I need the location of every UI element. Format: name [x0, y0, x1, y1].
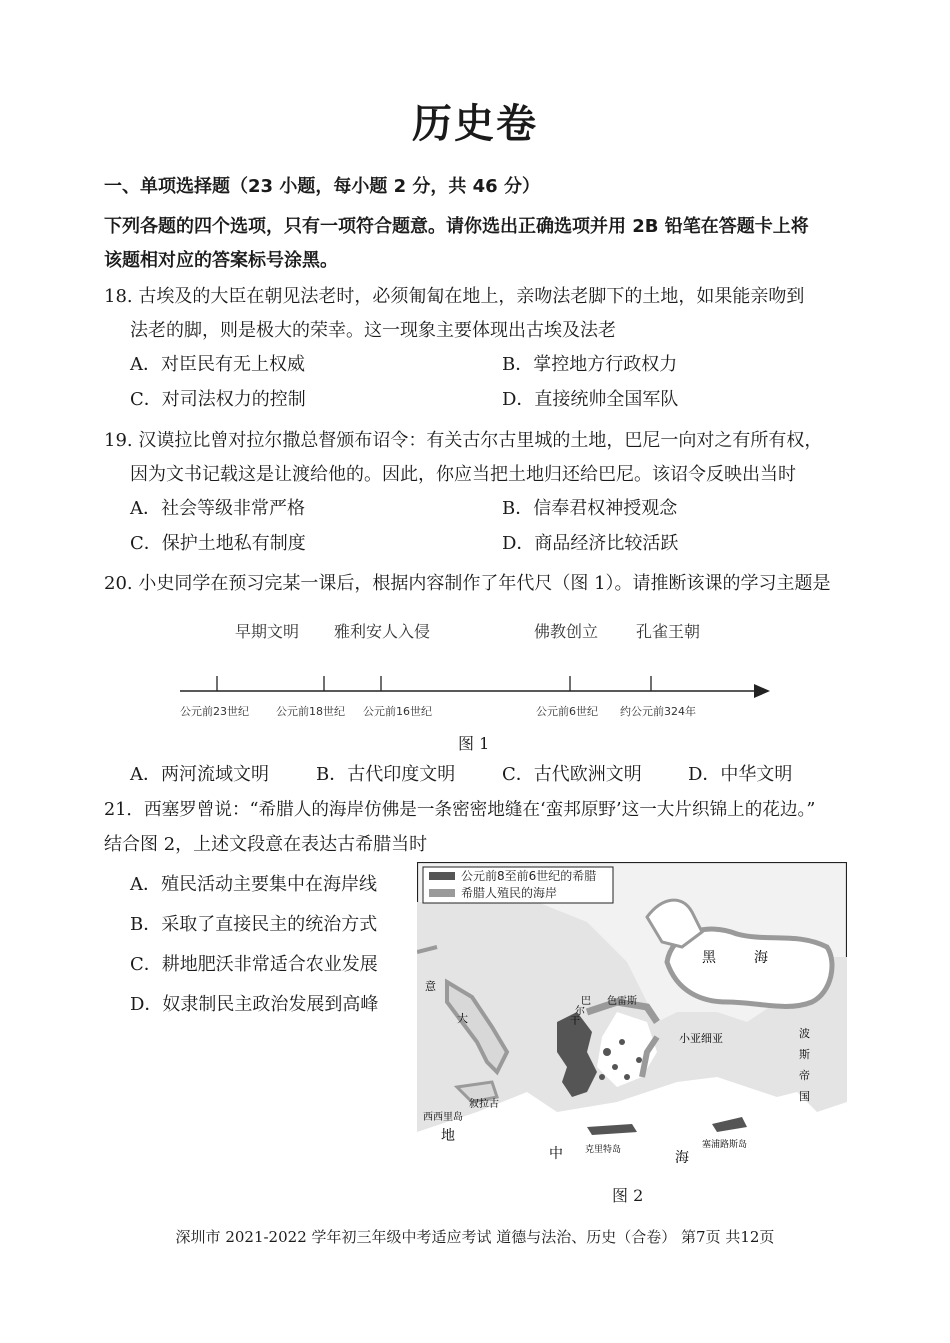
- q21-stem-line-2: 结合图 2，上述文段意在表达古希腊当时: [104, 834, 428, 855]
- section-heading: 一、单项选择题（23 小题，每小题 2 分，共 46 分）: [104, 176, 540, 197]
- q18-stem-line-1: 18. 古埃及的大臣在朝见法老时，必须匍匐在地上，亲吻法老脚下的土地，如果能亲吻到: [104, 286, 805, 307]
- instruction-line-2: 该题相对应的答案标号涂黑。: [104, 250, 338, 271]
- timeline-event-aryan-invasion: 雅利安人入侵: [334, 622, 431, 641]
- label-sea-1: 海: [754, 950, 768, 966]
- label-cyprus: 塞浦路斯岛: [702, 1140, 748, 1150]
- timeline-tick-324-bce: 约公元前324年: [620, 705, 696, 718]
- timeline-tick-6c-bce: 公元前6世纪: [536, 705, 598, 718]
- label-persia-3: 帝: [799, 1069, 810, 1082]
- timeline-event-buddhism: 佛教创立: [534, 622, 599, 641]
- label-balkan-2: 尔: [575, 1006, 585, 1017]
- legend-label-greece: 公元前8至前6世纪的希腊: [461, 869, 597, 883]
- q21-stem-line-1: 21．西塞罗曾说：“希腊人的海岸仿佛是一条密密地缝在‘蛮邦原野’这一大片织锦上的花边。”: [104, 800, 816, 820]
- q18-stem-line-2: 法老的脚，则是极大的荣幸。这一现象主要体现出古埃及法老: [130, 320, 616, 341]
- q19-option-a: A．社会等级非常严格: [130, 498, 305, 519]
- timeline-tick-16c-bce: 公元前16世纪: [363, 705, 432, 718]
- instruction-line-1: 下列各题的四个选项，只有一项符合题意。请你选出正确选项并用 2B 铅笔在答题卡上将: [104, 216, 809, 237]
- timeline-event-maurya: 孔雀王朝: [636, 622, 701, 641]
- q19-stem-line-2: 因为文书记载这是让渡给他的。因此，你应当把土地归还给巴尼。该诏令反映出当时: [130, 464, 796, 485]
- page-title: 历史卷: [412, 100, 538, 147]
- q20-option-b: B．古代印度文明: [316, 764, 456, 785]
- greece-colonization-map: [417, 862, 847, 1176]
- figure-1-caption: 图 1: [458, 734, 490, 753]
- q20-option-a: A．两河流域文明: [130, 764, 269, 785]
- q18-option-a: A．对臣民有无上权威: [130, 354, 305, 375]
- label-med-3: 海: [675, 1150, 689, 1166]
- timeline-axis: [170, 670, 780, 706]
- label-balkan-3: 干: [570, 1016, 580, 1027]
- label-syracuse: 叙拉古: [469, 1099, 499, 1110]
- timeline-tick-23c-bce: 公元前23世纪: [180, 705, 249, 718]
- q19-option-b: B．信奉君权神授观念: [502, 498, 678, 519]
- label-persia-2: 斯: [799, 1048, 810, 1061]
- page-footer: 深圳市 2021-2022 学年初三年级中考适应考试 道德与法治、历史（合卷） 第7页 共12页: [175, 1228, 775, 1246]
- q18-option-b: B．掌控地方行政权力: [502, 354, 678, 375]
- legend-swatch-greece: [429, 872, 455, 880]
- timeline-event-early-civilization: 早期文明: [235, 622, 300, 641]
- q18-option-d: D．直接统帅全国军队: [502, 389, 679, 410]
- timeline-tick-18c-bce: 公元前18世纪: [276, 705, 345, 718]
- label-italy-2: 大: [457, 1012, 468, 1025]
- label-asia-minor: 小亚细亚: [679, 1032, 723, 1045]
- label-med-1: 地: [441, 1128, 455, 1144]
- q19-option-d: D．商品经济比较活跃: [502, 533, 679, 554]
- q19-stem-line-1: 19. 汉谟拉比曾对拉尔撒总督颁布诏令：有关古尔古里城的土地，巴尼一向对之有所有权，: [104, 430, 823, 451]
- q21-option-a: A．殖民活动主要集中在海岸线: [130, 874, 377, 895]
- label-persia-1: 波: [799, 1027, 810, 1040]
- legend-label-coast: 希腊人殖民的海岸: [461, 886, 558, 900]
- q21-option-b: B．采取了直接民主的统治方式: [130, 914, 378, 935]
- q20-option-c: C．古代欧洲文明: [502, 764, 642, 785]
- q20-stem: 20. 小史同学在预习完某一课后，根据内容制作了年代尺（图 1）。请推断该课的学习主题是: [104, 573, 831, 594]
- legend-swatch-coast: [429, 889, 455, 897]
- label-crete: 克里特岛: [585, 1145, 622, 1155]
- label-balkan-1: 巴: [581, 996, 591, 1007]
- label-italy-1: 意: [425, 980, 436, 993]
- q20-option-d: D．中华文明: [688, 764, 793, 785]
- label-sicily: 西西里岛: [423, 1112, 463, 1123]
- q18-option-c: C．对司法权力的控制: [130, 389, 306, 410]
- figure-2-caption: 图 2: [612, 1186, 644, 1205]
- label-persia-4: 国: [799, 1090, 810, 1103]
- label-thrace: 色雷斯: [607, 996, 637, 1007]
- label-med-2: 中: [549, 1146, 563, 1162]
- label-black: 黑: [702, 950, 716, 966]
- q19-option-c: C．保护土地私有制度: [130, 533, 306, 554]
- q21-option-d: D．奴隶制民主政治发展到高峰: [130, 994, 379, 1015]
- q21-option-c: C．耕地肥沃非常适合农业发展: [130, 954, 378, 975]
